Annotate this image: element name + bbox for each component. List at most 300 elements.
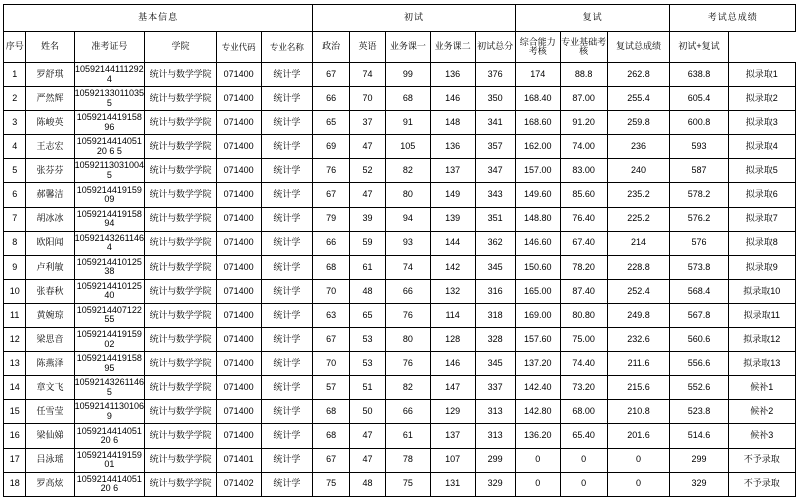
cell-professional: 88.8 — [560, 63, 607, 87]
cell-english: 65 — [350, 303, 386, 327]
cell-politics: 69 — [313, 135, 350, 159]
cell-first-total: 343 — [475, 183, 515, 207]
cell-major-name: 统计学 — [261, 63, 313, 87]
cell-seq: 4 — [4, 135, 26, 159]
group-header-basic-info: 基本信息 — [4, 5, 313, 32]
cell-major-code: 071400 — [216, 255, 261, 279]
cell-comprehensive: 162.00 — [515, 135, 560, 159]
cell-major-name: 统计学 — [261, 111, 313, 135]
cell-biz2: 114 — [430, 303, 475, 327]
cell-professional: 91.20 — [560, 111, 607, 135]
cell-college: 统计与数学学院 — [145, 255, 217, 279]
cell-exam-no: 105921441012540 — [74, 279, 145, 303]
cell-english: 52 — [350, 159, 386, 183]
cell-retest-total: 255.4 — [607, 87, 670, 111]
cell-name: 黄婉琼 — [26, 303, 74, 327]
cell-exam-no: 105921441112924 — [74, 63, 145, 87]
cell-politics: 66 — [313, 231, 350, 255]
cell-result: 候补3 — [728, 424, 795, 448]
cell-retest-total: 236 — [607, 135, 670, 159]
cell-major-code: 071402 — [216, 472, 261, 496]
cell-english: 37 — [350, 111, 386, 135]
cell-grand-total: 299 — [670, 448, 728, 472]
cell-comprehensive: 136.20 — [515, 424, 560, 448]
cell-major-code: 071400 — [216, 376, 261, 400]
cell-college: 统计与数学学院 — [145, 448, 217, 472]
cell-english: 53 — [350, 328, 386, 352]
cell-college: 统计与数学学院 — [145, 424, 217, 448]
cell-name: 王志宏 — [26, 135, 74, 159]
admission-score-table — [3, 4, 796, 497]
cell-retest-total: 259.8 — [607, 111, 670, 135]
column-header-biz1: 业务课一 — [385, 32, 430, 63]
cell-retest-total: 201.6 — [607, 424, 670, 448]
cell-first-total: 328 — [475, 328, 515, 352]
cell-first-total: 316 — [475, 279, 515, 303]
cell-seq: 9 — [4, 255, 26, 279]
cell-major-name: 统计学 — [261, 135, 313, 159]
cell-comprehensive: 142.80 — [515, 400, 560, 424]
cell-biz2: 139 — [430, 207, 475, 231]
cell-retest-total: 225.2 — [607, 207, 670, 231]
table-row — [4, 111, 796, 135]
cell-retest-total: 210.8 — [607, 400, 670, 424]
cell-first-total: 345 — [475, 255, 515, 279]
table-row — [4, 87, 796, 111]
cell-comprehensive: 165.00 — [515, 279, 560, 303]
cell-name: 张春秋 — [26, 279, 74, 303]
column-header-major-name: 专业名称 — [261, 32, 313, 63]
cell-result: 拟录取8 — [728, 231, 795, 255]
cell-professional: 74.00 — [560, 135, 607, 159]
column-header-major-code: 专业代码 — [216, 32, 261, 63]
cell-result: 候补2 — [728, 400, 795, 424]
table-header — [4, 5, 796, 63]
cell-grand-total: 568.4 — [670, 279, 728, 303]
cell-major-name: 统计学 — [261, 352, 313, 376]
cell-politics: 67 — [313, 448, 350, 472]
cell-biz2: 132 — [430, 279, 475, 303]
cell-professional: 87.00 — [560, 87, 607, 111]
cell-exam-no: 105921441915894 — [74, 207, 145, 231]
column-header-grand-total: 初试+复试 — [670, 32, 728, 63]
column-header-english: 英语 — [350, 32, 386, 63]
cell-name: 梁思音 — [26, 328, 74, 352]
cell-major-code: 071400 — [216, 111, 261, 135]
cell-college: 统计与数学学院 — [145, 279, 217, 303]
cell-result: 拟录取5 — [728, 159, 795, 183]
cell-exam-no: 105921330110355 — [74, 87, 145, 111]
cell-biz1: 66 — [385, 279, 430, 303]
cell-first-total: 341 — [475, 111, 515, 135]
column-header-name: 姓名 — [26, 32, 74, 63]
cell-retest-total: 215.6 — [607, 376, 670, 400]
cell-college: 统计与数学学院 — [145, 328, 217, 352]
cell-retest-total: 249.8 — [607, 303, 670, 327]
cell-grand-total: 587 — [670, 159, 728, 183]
cell-result: 拟录取4 — [728, 135, 795, 159]
cell-exam-no: 105921441405120 6 — [74, 472, 145, 496]
cell-first-total: 337 — [475, 376, 515, 400]
cell-biz1: 105 — [385, 135, 430, 159]
cell-name: 罗高炫 — [26, 472, 74, 496]
table-row — [4, 183, 796, 207]
cell-college: 统计与数学学院 — [145, 111, 217, 135]
cell-result: 拟录取13 — [728, 352, 795, 376]
cell-exam-no: 105921441915909 — [74, 183, 145, 207]
table-row — [4, 352, 796, 376]
cell-college: 统计与数学学院 — [145, 303, 217, 327]
cell-seq: 5 — [4, 159, 26, 183]
cell-major-name: 统计学 — [261, 87, 313, 111]
cell-college: 统计与数学学院 — [145, 472, 217, 496]
cell-comprehensive: 174 — [515, 63, 560, 87]
cell-seq: 8 — [4, 231, 26, 255]
cell-grand-total: 600.8 — [670, 111, 728, 135]
cell-retest-total: 214 — [607, 231, 670, 255]
cell-politics: 70 — [313, 352, 350, 376]
cell-politics: 75 — [313, 472, 350, 496]
cell-name: 章文飞 — [26, 376, 74, 400]
cell-comprehensive: 0 — [515, 448, 560, 472]
cell-college: 统计与数学学院 — [145, 159, 217, 183]
cell-professional: 74.40 — [560, 352, 607, 376]
cell-professional: 78.20 — [560, 255, 607, 279]
cell-biz2: 142 — [430, 255, 475, 279]
cell-major-name: 统计学 — [261, 448, 313, 472]
cell-college: 统计与数学学院 — [145, 135, 217, 159]
cell-seq: 15 — [4, 400, 26, 424]
cell-biz1: 91 — [385, 111, 430, 135]
cell-first-total: 313 — [475, 424, 515, 448]
cell-biz1: 93 — [385, 231, 430, 255]
cell-english: 74 — [350, 63, 386, 87]
table-row — [4, 63, 796, 87]
table-row — [4, 231, 796, 255]
table-row — [4, 279, 796, 303]
cell-comprehensive: 157.60 — [515, 328, 560, 352]
column-header-biz2: 业务课二 — [430, 32, 475, 63]
cell-biz1: 76 — [385, 352, 430, 376]
cell-major-code: 071400 — [216, 424, 261, 448]
cell-english: 47 — [350, 135, 386, 159]
cell-professional: 83.00 — [560, 159, 607, 183]
cell-name: 陈燕泽 — [26, 352, 74, 376]
cell-major-name: 统计学 — [261, 255, 313, 279]
cell-exam-no: 105921441405120 6 — [74, 424, 145, 448]
cell-grand-total: 556.6 — [670, 352, 728, 376]
cell-name: 胡冰冰 — [26, 207, 74, 231]
cell-politics: 70 — [313, 279, 350, 303]
cell-seq: 6 — [4, 183, 26, 207]
cell-first-total: 318 — [475, 303, 515, 327]
cell-major-name: 统计学 — [261, 231, 313, 255]
table-row — [4, 255, 796, 279]
cell-major-code: 071400 — [216, 63, 261, 87]
cell-biz1: 74 — [385, 255, 430, 279]
cell-exam-no: 105921440712255 — [74, 303, 145, 327]
cell-english: 47 — [350, 183, 386, 207]
cell-first-total: 347 — [475, 159, 515, 183]
cell-politics: 66 — [313, 87, 350, 111]
cell-major-code: 071400 — [216, 135, 261, 159]
cell-grand-total: 573.8 — [670, 255, 728, 279]
cell-major-name: 统计学 — [261, 424, 313, 448]
cell-result: 拟录取1 — [728, 63, 795, 87]
cell-name: 梁仙娣 — [26, 424, 74, 448]
cell-exam-no: 105921130310045 — [74, 159, 145, 183]
cell-name: 张芬芬 — [26, 159, 74, 183]
cell-major-code: 071400 — [216, 303, 261, 327]
cell-english: 47 — [350, 448, 386, 472]
cell-english: 51 — [350, 376, 386, 400]
cell-name: 罗舒琪 — [26, 63, 74, 87]
cell-seq: 1 — [4, 63, 26, 87]
cell-politics: 79 — [313, 207, 350, 231]
cell-biz1: 78 — [385, 448, 430, 472]
column-header-professional: 专业基础考核 — [560, 32, 607, 63]
cell-result: 候补1 — [728, 376, 795, 400]
cell-biz2: 144 — [430, 231, 475, 255]
table-row — [4, 448, 796, 472]
cell-comprehensive: 168.40 — [515, 87, 560, 111]
cell-biz1: 80 — [385, 183, 430, 207]
cell-result: 拟录取10 — [728, 279, 795, 303]
cell-retest-total: 0 — [607, 448, 670, 472]
cell-politics: 65 — [313, 111, 350, 135]
cell-result: 拟录取2 — [728, 87, 795, 111]
cell-first-total: 329 — [475, 472, 515, 496]
cell-english: 61 — [350, 255, 386, 279]
cell-name: 卢利敏 — [26, 255, 74, 279]
cell-major-name: 统计学 — [261, 303, 313, 327]
cell-college: 统计与数学学院 — [145, 63, 217, 87]
cell-college: 统计与数学学院 — [145, 183, 217, 207]
table-row — [4, 328, 796, 352]
cell-comprehensive: 148.80 — [515, 207, 560, 231]
cell-first-total: 362 — [475, 231, 515, 255]
cell-exam-no: 105921441915902 — [74, 328, 145, 352]
cell-retest-total: 228.8 — [607, 255, 670, 279]
cell-biz2: 129 — [430, 400, 475, 424]
cell-comprehensive: 142.40 — [515, 376, 560, 400]
cell-result: 不予录取 — [728, 472, 795, 496]
cell-politics: 68 — [313, 400, 350, 424]
table-row — [4, 376, 796, 400]
cell-name: 欧阳闻 — [26, 231, 74, 255]
cell-biz1: 75 — [385, 472, 430, 496]
cell-first-total: 351 — [475, 207, 515, 231]
cell-english: 47 — [350, 424, 386, 448]
table-body — [4, 63, 796, 497]
cell-biz2: 146 — [430, 87, 475, 111]
cell-college: 统计与数学学院 — [145, 231, 217, 255]
cell-grand-total: 523.8 — [670, 400, 728, 424]
cell-comprehensive: 157.00 — [515, 159, 560, 183]
cell-comprehensive: 0 — [515, 472, 560, 496]
cell-result: 拟录取3 — [728, 111, 795, 135]
cell-seq: 18 — [4, 472, 26, 496]
cell-biz2: 148 — [430, 111, 475, 135]
cell-biz1: 99 — [385, 63, 430, 87]
cell-result: 不予录取 — [728, 448, 795, 472]
cell-seq: 7 — [4, 207, 26, 231]
cell-english: 48 — [350, 279, 386, 303]
cell-retest-total: 232.6 — [607, 328, 670, 352]
cell-retest-total: 235.2 — [607, 183, 670, 207]
cell-professional: 73.20 — [560, 376, 607, 400]
cell-result: 拟录取7 — [728, 207, 795, 231]
cell-major-code: 071400 — [216, 231, 261, 255]
cell-politics: 67 — [313, 183, 350, 207]
cell-major-name: 统计学 — [261, 472, 313, 496]
cell-english: 70 — [350, 87, 386, 111]
cell-seq: 14 — [4, 376, 26, 400]
column-header-result-blank — [728, 32, 795, 63]
cell-seq: 11 — [4, 303, 26, 327]
cell-seq: 13 — [4, 352, 26, 376]
cell-major-name: 统计学 — [261, 400, 313, 424]
cell-professional: 65.40 — [560, 424, 607, 448]
cell-first-total: 350 — [475, 87, 515, 111]
cell-grand-total: 593 — [670, 135, 728, 159]
cell-major-name: 统计学 — [261, 159, 313, 183]
table-row — [4, 472, 796, 496]
cell-politics: 76 — [313, 159, 350, 183]
cell-comprehensive: 169.00 — [515, 303, 560, 327]
cell-exam-no: 105921441915895 — [74, 352, 145, 376]
cell-comprehensive: 149.60 — [515, 183, 560, 207]
cell-seq: 16 — [4, 424, 26, 448]
cell-professional: 80.80 — [560, 303, 607, 327]
column-header-seq: 序号 — [4, 32, 26, 63]
cell-professional: 87.40 — [560, 279, 607, 303]
cell-major-code: 071401 — [216, 448, 261, 472]
cell-major-code: 071400 — [216, 159, 261, 183]
cell-first-total: 376 — [475, 63, 515, 87]
cell-grand-total: 560.6 — [670, 328, 728, 352]
cell-grand-total: 552.6 — [670, 376, 728, 400]
group-header-retest: 复试 — [515, 5, 670, 32]
cell-college: 统计与数学学院 — [145, 207, 217, 231]
cell-major-name: 统计学 — [261, 207, 313, 231]
cell-major-code: 071400 — [216, 328, 261, 352]
cell-comprehensive: 146.60 — [515, 231, 560, 255]
cell-retest-total: 211.6 — [607, 352, 670, 376]
cell-exam-no: 105921441405120 6 5 — [74, 135, 145, 159]
cell-biz1: 94 — [385, 207, 430, 231]
cell-comprehensive: 137.20 — [515, 352, 560, 376]
cell-english: 39 — [350, 207, 386, 231]
cell-first-total: 313 — [475, 400, 515, 424]
table-row — [4, 303, 796, 327]
cell-major-code: 071400 — [216, 400, 261, 424]
cell-major-code: 071400 — [216, 207, 261, 231]
cell-retest-total: 262.8 — [607, 63, 670, 87]
cell-major-code: 071400 — [216, 183, 261, 207]
cell-major-name: 统计学 — [261, 328, 313, 352]
cell-professional: 0 — [560, 472, 607, 496]
cell-professional: 68.00 — [560, 400, 607, 424]
cell-major-code: 071400 — [216, 87, 261, 111]
column-header-comprehensive: 综合能力考核 — [515, 32, 560, 63]
cell-biz2: 136 — [430, 135, 475, 159]
cell-politics: 68 — [313, 255, 350, 279]
cell-english: 59 — [350, 231, 386, 255]
cell-seq: 17 — [4, 448, 26, 472]
cell-professional: 0 — [560, 448, 607, 472]
cell-biz2: 137 — [430, 424, 475, 448]
cell-seq: 12 — [4, 328, 26, 352]
cell-biz1: 82 — [385, 159, 430, 183]
cell-biz1: 68 — [385, 87, 430, 111]
group-header-first-exam: 初试 — [313, 5, 516, 32]
cell-politics: 63 — [313, 303, 350, 327]
cell-exam-no: 105921441915896 — [74, 111, 145, 135]
cell-biz1: 76 — [385, 303, 430, 327]
cell-english: 50 — [350, 400, 386, 424]
column-header-first-total: 初试总分 — [475, 32, 515, 63]
cell-comprehensive: 168.60 — [515, 111, 560, 135]
cell-biz2: 136 — [430, 63, 475, 87]
cell-biz1: 61 — [385, 424, 430, 448]
cell-professional: 85.60 — [560, 183, 607, 207]
cell-college: 统计与数学学院 — [145, 352, 217, 376]
column-header-row — [4, 32, 796, 63]
column-header-college: 学院 — [145, 32, 217, 63]
table-row — [4, 135, 796, 159]
cell-seq: 10 — [4, 279, 26, 303]
cell-grand-total: 329 — [670, 472, 728, 496]
cell-professional: 76.40 — [560, 207, 607, 231]
cell-grand-total: 567.8 — [670, 303, 728, 327]
cell-politics: 67 — [313, 328, 350, 352]
cell-professional: 67.40 — [560, 231, 607, 255]
cell-biz2: 149 — [430, 183, 475, 207]
cell-biz2: 146 — [430, 352, 475, 376]
cell-grand-total: 576.2 — [670, 207, 728, 231]
cell-result: 拟录取11 — [728, 303, 795, 327]
group-header-row — [4, 5, 796, 32]
cell-name: 陈峻英 — [26, 111, 74, 135]
cell-exam-no: 105921411301069 — [74, 400, 145, 424]
cell-retest-total: 240 — [607, 159, 670, 183]
group-header-total-score: 考试总成绩 — [670, 5, 796, 32]
table-row — [4, 207, 796, 231]
cell-retest-total: 0 — [607, 472, 670, 496]
cell-grand-total: 578.2 — [670, 183, 728, 207]
cell-politics: 67 — [313, 63, 350, 87]
cell-exam-no: 105921441915901 — [74, 448, 145, 472]
cell-biz1: 66 — [385, 400, 430, 424]
table-row — [4, 400, 796, 424]
cell-retest-total: 252.4 — [607, 279, 670, 303]
cell-name: 任雪莹 — [26, 400, 74, 424]
cell-english: 53 — [350, 352, 386, 376]
cell-grand-total: 576 — [670, 231, 728, 255]
cell-exam-no: 105921441012538 — [74, 255, 145, 279]
cell-biz2: 107 — [430, 448, 475, 472]
cell-name: 吕泳瑶 — [26, 448, 74, 472]
cell-seq: 3 — [4, 111, 26, 135]
cell-major-code: 071400 — [216, 279, 261, 303]
cell-grand-total: 638.8 — [670, 63, 728, 87]
column-header-retest-total: 复试总成绩 — [607, 32, 670, 63]
table-row — [4, 424, 796, 448]
cell-result: 拟录取6 — [728, 183, 795, 207]
cell-professional: 75.00 — [560, 328, 607, 352]
cell-politics: 57 — [313, 376, 350, 400]
